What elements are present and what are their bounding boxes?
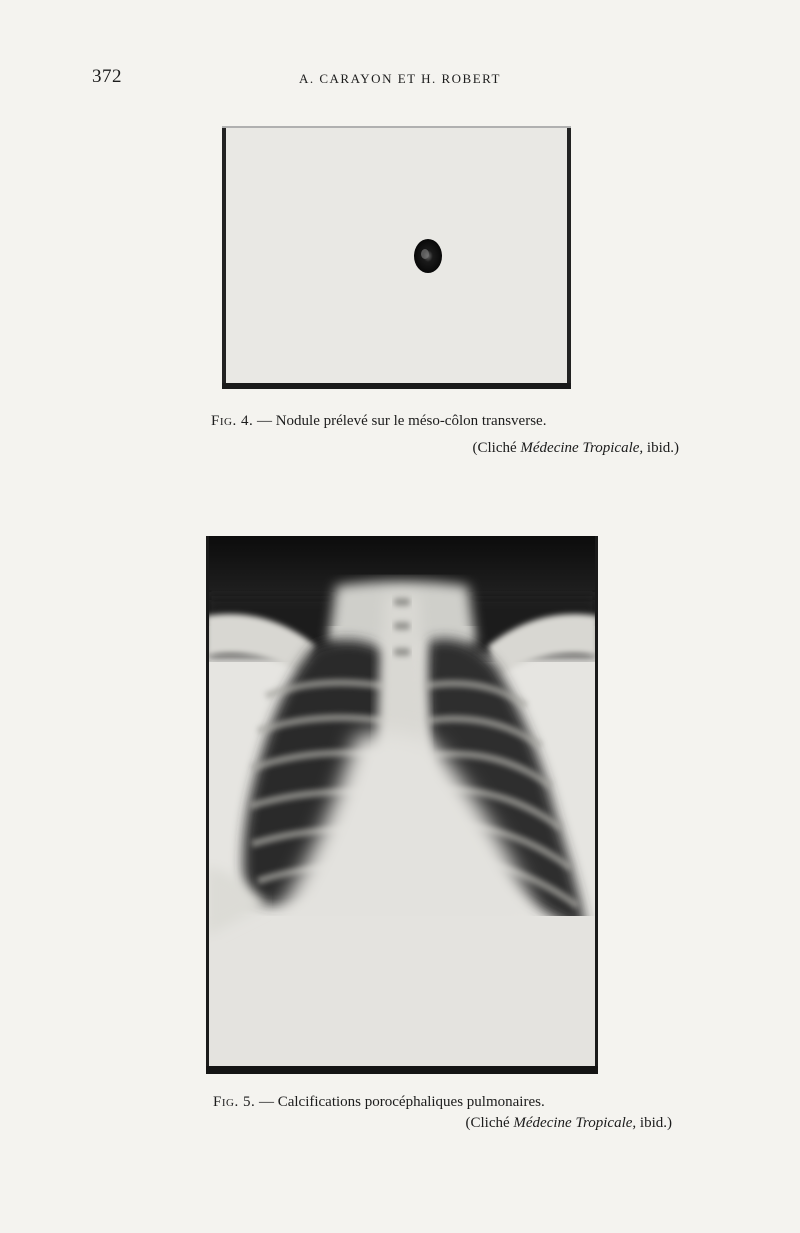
figure-5-credit-open: (Cliché bbox=[465, 1115, 514, 1131]
figure-5-caption bbox=[213, 1094, 545, 1111]
page-number: 372 bbox=[92, 66, 122, 87]
figure-4-caption bbox=[211, 413, 546, 430]
chest-xray-image bbox=[206, 536, 598, 1074]
figure-4-credit-open: (Cliché bbox=[472, 440, 521, 456]
figure-4-photo bbox=[222, 126, 571, 389]
figure-5-caption-text: — Calcifications porocéphaliques pulmonaires. bbox=[255, 1094, 545, 1110]
figure-5-xray bbox=[206, 536, 598, 1074]
figure-4-credit-source: Médecine Tropicale, bbox=[520, 440, 644, 456]
figure-5-credit-close: ibid.) bbox=[636, 1115, 672, 1131]
figure-4-credit-close: ibid.) bbox=[643, 440, 679, 456]
running-head: A. CARAYON ET H. ROBERT bbox=[298, 71, 501, 86]
figure-5-label: Fig. 5. bbox=[213, 1094, 256, 1110]
figure-4-caption-text: — Nodule prélevé sur le méso-côlon transverse. bbox=[253, 413, 547, 429]
figure-4-credit bbox=[473, 440, 680, 457]
figure-5-credit-source: Médecine Tropicale, bbox=[513, 1115, 637, 1131]
nodule-photograph bbox=[222, 126, 571, 389]
figure-5-credit bbox=[466, 1115, 673, 1132]
figure-4-label: Fig. 4. bbox=[211, 413, 254, 429]
